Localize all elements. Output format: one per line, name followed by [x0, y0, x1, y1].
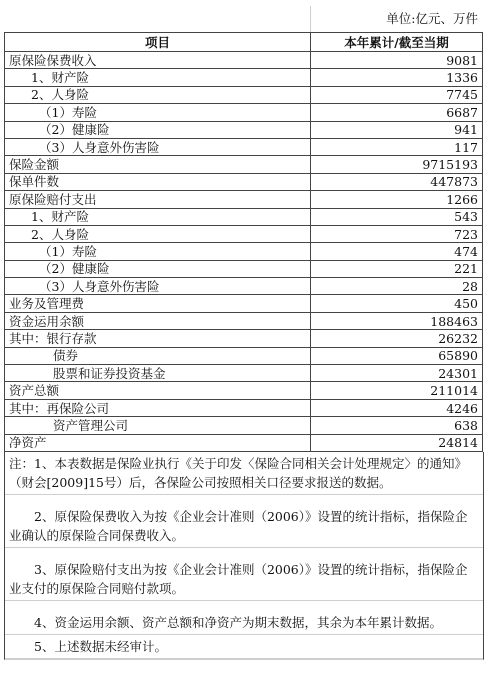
row-label: 原保险赔付支出	[5, 191, 311, 208]
row-value: 188463	[311, 312, 483, 329]
table-row	[5, 208, 483, 225]
unit-row	[4, 6, 482, 32]
table-row	[5, 86, 483, 103]
row-value: 9715193	[311, 156, 483, 173]
table-row	[5, 417, 483, 434]
row-label: 1、财产险	[5, 69, 311, 86]
column-header-value: 本年累计/截至当期	[311, 33, 483, 52]
row-label: 资产总额	[5, 382, 311, 399]
table-row	[5, 191, 483, 208]
row-value: 543	[311, 208, 483, 225]
row-value: 117	[311, 138, 483, 155]
insurance-statistics-sheet	[4, 6, 482, 660]
row-label: （1）寿险	[5, 243, 311, 260]
row-value: 211014	[311, 382, 483, 399]
row-label: 债券	[5, 347, 311, 364]
table-row	[5, 52, 483, 69]
note-3: 3、原保险赔付支出为按《企业会计准则（2006）》设置的统计指标，指保险企业支付的原保险合同赔付款项。	[5, 558, 483, 601]
row-value: 24814	[311, 434, 483, 451]
table-row	[5, 312, 483, 329]
row-label: 1、财产险	[5, 208, 311, 225]
row-value: 1266	[311, 191, 483, 208]
row-value: 447873	[311, 173, 483, 190]
row-value: 7745	[311, 86, 483, 103]
table-row	[5, 243, 483, 260]
row-value: 221	[311, 260, 483, 277]
note-4: 4、资金运用余额、资产总额和净资产为期末数据，其余为本年累计数据。	[5, 611, 483, 635]
table-row	[5, 399, 483, 416]
row-label: 原保险保费收入	[5, 52, 311, 69]
table-row	[5, 260, 483, 277]
row-value: 450	[311, 295, 483, 312]
row-label: （3）人身意外伤害险	[5, 138, 311, 155]
row-label: 2、人身险	[5, 225, 311, 242]
table-row	[5, 278, 483, 295]
row-value: 26232	[311, 330, 483, 347]
table-row	[5, 156, 483, 173]
column-header-item: 项目	[5, 33, 311, 52]
row-label: 净资产	[5, 434, 311, 451]
row-value: 6687	[311, 104, 483, 121]
row-label: 其中：银行存款	[5, 330, 311, 347]
row-label: （3）人身意外伤害险	[5, 278, 311, 295]
table-row	[5, 138, 483, 155]
table-row	[5, 382, 483, 399]
row-value: 474	[311, 243, 483, 260]
table-row	[5, 330, 483, 347]
row-label: 保险金额	[5, 156, 311, 173]
row-value: 1336	[311, 69, 483, 86]
row-label: 其中：再保险公司	[5, 399, 311, 416]
table-row	[5, 173, 483, 190]
statistics-table	[4, 32, 483, 452]
table-row	[5, 121, 483, 138]
unit-label: 单位:亿元、万件	[386, 11, 478, 26]
row-label: 资金运用余额	[5, 312, 311, 329]
row-value: 638	[311, 417, 483, 434]
table-row	[5, 295, 483, 312]
row-label: （1）寿险	[5, 104, 311, 121]
row-label: 业务及管理费	[5, 295, 311, 312]
table-row	[5, 434, 483, 451]
notes-section	[4, 452, 484, 660]
table-row	[5, 225, 483, 242]
table-row	[5, 365, 483, 382]
row-label: （2）健康险	[5, 121, 311, 138]
row-value: 4246	[311, 399, 483, 416]
row-value: 941	[311, 121, 483, 138]
note-1: 注：1、本表数据是保险业执行《关于印发〈保险合同相关会计处理规定〉的通知》（财会[2009]15号）后，各保险公司按照相关口径要求报送的数据。	[5, 452, 483, 495]
row-label: （2）健康险	[5, 260, 311, 277]
table-header-row	[5, 33, 483, 52]
note-5: 5、上述数据未经审计。	[5, 635, 483, 659]
note-2: 2、原保险保费收入为按《企业会计准则（2006）》设置的统计指标，指保险企业确认的原保险合同保费收入。	[5, 505, 483, 548]
row-label: 2、人身险	[5, 86, 311, 103]
row-value: 24301	[311, 365, 483, 382]
row-label: 股票和证券投资基金	[5, 365, 311, 382]
row-label: 资产管理公司	[5, 417, 311, 434]
row-label: 保单件数	[5, 173, 311, 190]
row-value: 9081	[311, 52, 483, 69]
table-row	[5, 104, 483, 121]
table-row	[5, 69, 483, 86]
row-value: 723	[311, 225, 483, 242]
row-value: 28	[311, 278, 483, 295]
table-row	[5, 347, 483, 364]
row-value: 65890	[311, 347, 483, 364]
